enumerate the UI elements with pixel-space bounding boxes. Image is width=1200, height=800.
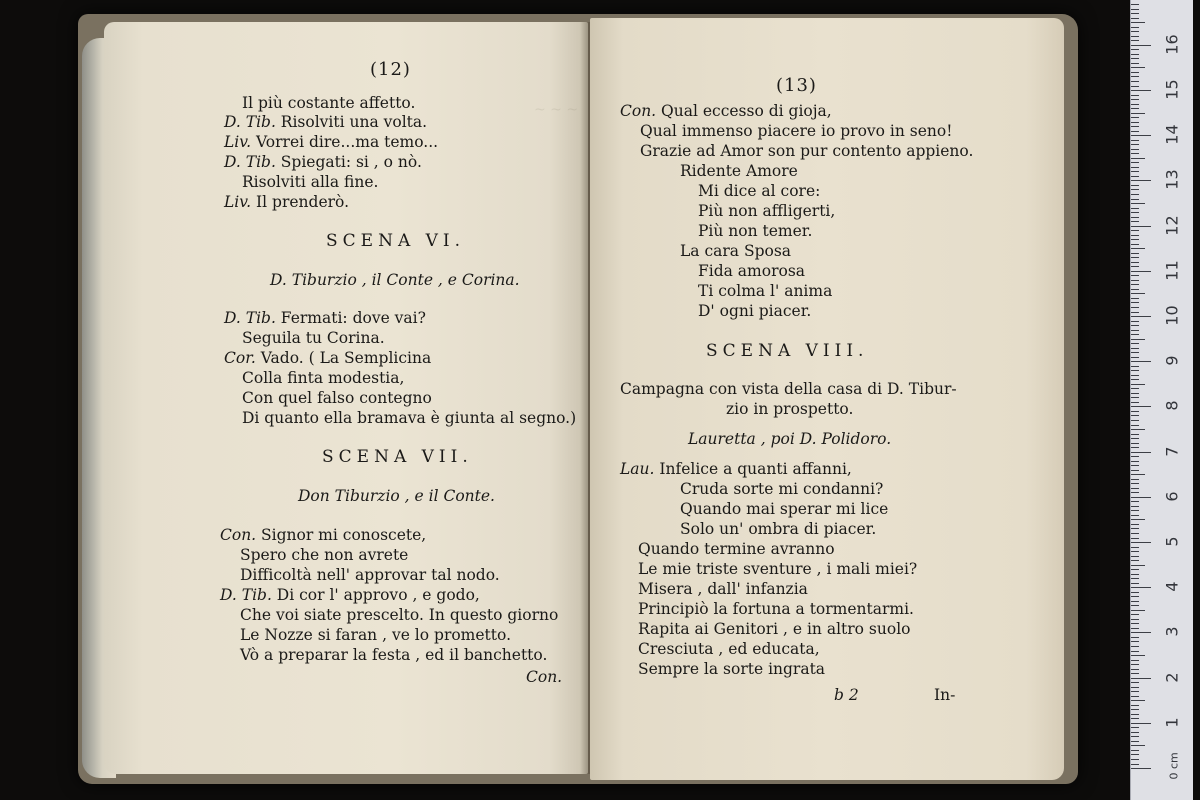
ruler-tick — [1131, 651, 1139, 652]
ruler-tick — [1131, 189, 1139, 190]
ruler-tick — [1131, 366, 1139, 367]
ruler-tick — [1131, 438, 1139, 439]
ruler-tick — [1131, 212, 1139, 213]
ruler-tick — [1131, 664, 1139, 665]
ruler-number: 4 — [1162, 581, 1182, 592]
text-line: Liv. Vorrei dire...ma temo... — [224, 133, 439, 151]
ruler-tick — [1131, 669, 1139, 670]
ruler-tick — [1131, 36, 1139, 37]
scene-heading: SCENA VI. — [326, 231, 466, 251]
ruler-tick — [1131, 393, 1139, 394]
ruler-tick — [1131, 325, 1139, 326]
speaker-label: Liv. — [224, 133, 252, 151]
text-line: Sempre la sorte ingrata — [638, 660, 826, 678]
ruler-tick — [1131, 235, 1139, 236]
ruler-tick — [1131, 655, 1145, 656]
ruler-tick — [1131, 302, 1139, 303]
ruler-tick — [1131, 429, 1145, 430]
text-line: Fida amorosa — [698, 262, 806, 280]
speaker-label: Liv. — [224, 193, 252, 211]
ruler-tick — [1131, 199, 1139, 200]
ruler-tick — [1131, 330, 1139, 331]
ruler-tick — [1131, 660, 1139, 661]
ruler-tick — [1131, 519, 1145, 520]
ruler-tick — [1131, 420, 1139, 421]
ruler-tick — [1131, 321, 1139, 322]
text-line: La cara Sposa — [680, 242, 792, 260]
text-line: D. Tib. Spiegati: si , o nò. — [224, 153, 422, 171]
ruler-tick — [1131, 547, 1139, 548]
ruler-tick — [1131, 578, 1139, 579]
ruler-tick — [1131, 4, 1139, 5]
ruler-tick — [1131, 54, 1139, 55]
ruler-tick — [1131, 113, 1145, 114]
scene-setting: Campagna con vista della casa di D. Tibur- — [620, 380, 957, 398]
ruler-tick — [1131, 221, 1139, 222]
ruler-tick — [1131, 153, 1139, 154]
ruler-tick — [1131, 443, 1139, 444]
ruler-tick — [1131, 447, 1139, 448]
ruler-tick — [1131, 452, 1151, 453]
ruler-tick — [1131, 72, 1139, 73]
ruler-number: 8 — [1162, 400, 1182, 411]
ruler-tick — [1131, 131, 1139, 132]
text-line: Ridente Amore — [680, 162, 798, 180]
ruler-tick — [1131, 623, 1139, 624]
ruler-tick — [1131, 425, 1139, 426]
ruler-tick — [1131, 574, 1139, 575]
ruler-tick — [1131, 239, 1139, 240]
text-line: Di quanto ella bramava è giunta al segno.) — [242, 409, 577, 427]
ruler-tick — [1131, 718, 1139, 719]
ruler-tick — [1131, 375, 1139, 376]
ruler-tick — [1131, 81, 1139, 82]
ruler-tick — [1131, 565, 1145, 566]
ruler-tick — [1131, 646, 1139, 647]
ruler-tick — [1131, 510, 1139, 511]
measurement-ruler — [1130, 0, 1193, 800]
ruler-tick — [1131, 641, 1139, 642]
right-page — [590, 18, 1064, 780]
ruler-tick — [1131, 140, 1139, 141]
ruler-tick — [1131, 208, 1139, 209]
text-line: Cor. Vado. ( La Semplicina — [224, 349, 432, 367]
ruler-tick — [1131, 601, 1139, 602]
ruler-tick — [1131, 126, 1139, 127]
speaker-label: D. Tib. — [224, 309, 276, 327]
ruler-tick — [1131, 343, 1139, 344]
ruler-tick — [1131, 9, 1139, 10]
text-line: Il più costante affetto. — [242, 94, 416, 112]
text-line: Quando termine avranno — [638, 540, 835, 558]
ruler-tick — [1131, 185, 1139, 186]
ruler-tick — [1131, 551, 1139, 552]
ruler-tick — [1131, 379, 1139, 380]
ruler-tick — [1131, 538, 1139, 539]
bleed-through: ~ ~ ~ — [534, 102, 579, 118]
text-line: Le Nozze si faran , ve lo prometto. — [240, 626, 512, 644]
ruler-tick — [1131, 501, 1139, 502]
text-line: Lau. Infelice a quanti affanni, — [620, 460, 852, 478]
ruler-tick — [1131, 592, 1139, 593]
ruler-tick — [1131, 732, 1139, 733]
ruler-tick — [1131, 76, 1139, 77]
ruler-tick — [1131, 709, 1139, 710]
ruler-tick — [1131, 610, 1145, 611]
ruler-tick — [1131, 316, 1151, 317]
ruler-number: 12 — [1162, 214, 1182, 236]
ruler-tick — [1131, 542, 1151, 543]
ruler-tick — [1131, 745, 1145, 746]
ruler-tick — [1131, 67, 1145, 68]
text-line: Difficoltà nell' approvar tal nodo. — [240, 566, 500, 584]
text-line: Solo un' ombra di piacer. — [680, 520, 877, 538]
scene-characters: D. Tiburzio , il Conte , e Corina. — [270, 271, 520, 289]
ruler-tick — [1131, 230, 1139, 231]
ruler-tick — [1131, 27, 1139, 28]
ruler-number: 2 — [1162, 672, 1182, 683]
ruler-tick — [1131, 104, 1139, 105]
ruler-tick — [1131, 40, 1139, 41]
text-line: Principiò la fortuna a tormentarmi. — [638, 600, 914, 618]
text-line: Qual immenso piacere io provo in seno! — [640, 122, 953, 140]
ruler-tick — [1131, 176, 1139, 177]
text-line: Cruda sorte mi condanni? — [680, 480, 884, 498]
ruler-tick — [1131, 736, 1139, 737]
ruler-tick — [1131, 723, 1151, 724]
ruler-tick — [1131, 90, 1151, 91]
ruler-tick — [1131, 280, 1139, 281]
text-line: Cresciuta , ed educata, — [638, 640, 820, 658]
ruler-tick — [1131, 289, 1139, 290]
text-line: Quando mai sperar mi lice — [680, 500, 889, 518]
ruler-number: 5 — [1162, 536, 1182, 547]
ruler-tick — [1131, 474, 1145, 475]
ruler-tick — [1131, 556, 1139, 557]
ruler-tick — [1131, 158, 1145, 159]
ruler-tick — [1131, 348, 1139, 349]
ruler-tick — [1131, 58, 1139, 59]
speaker-label: D. Tib. — [224, 153, 276, 171]
scene-characters: Don Tiburzio , e il Conte. — [298, 487, 495, 505]
ruler-tick — [1131, 339, 1145, 340]
ruler-tick — [1131, 248, 1145, 249]
ruler-tick — [1131, 614, 1139, 615]
ruler-tick — [1131, 312, 1139, 313]
text-line: Più non affligerti, — [698, 202, 836, 220]
ruler-tick — [1131, 397, 1139, 398]
ruler-tick — [1131, 587, 1151, 588]
page-number: (13) — [776, 75, 817, 96]
ruler-tick — [1131, 705, 1139, 706]
ruler-number: 14 — [1162, 124, 1182, 145]
ruler-tick — [1131, 357, 1139, 358]
ruler-tick — [1131, 687, 1139, 688]
ruler-tick — [1131, 275, 1139, 276]
ruler-tick — [1131, 13, 1139, 14]
text-line: Liv. Il prenderò. — [224, 193, 350, 211]
ruler-tick — [1131, 370, 1139, 371]
speaker-label: D. Tib. — [220, 586, 272, 604]
text-line: Le mie triste sventure , i mali miei? — [638, 560, 918, 578]
ruler-tick — [1131, 768, 1151, 769]
ruler-tick — [1131, 569, 1139, 570]
scene-characters: Lauretta , poi D. Polidoro. — [688, 430, 892, 448]
ruler-tick — [1131, 741, 1139, 742]
ruler-tick — [1131, 334, 1139, 335]
ruler-number: 11 — [1162, 260, 1182, 281]
ruler-tick — [1131, 284, 1139, 285]
ruler-tick — [1131, 596, 1139, 597]
ruler-tick — [1131, 764, 1139, 765]
ruler-tick — [1131, 456, 1139, 457]
text-line: Ti colma l' anima — [698, 282, 833, 300]
ruler-number: 7 — [1162, 446, 1182, 457]
ruler-tick — [1131, 682, 1139, 683]
ruler-tick — [1131, 18, 1139, 19]
ruler-tick — [1131, 122, 1139, 123]
ruler-tick — [1131, 415, 1139, 416]
text-line: Con. Signor mi conoscete, — [220, 526, 427, 544]
text-line: D. Tib. Fermati: dove vai? — [224, 309, 426, 327]
ruler-tick — [1131, 293, 1145, 294]
ruler-tick — [1131, 406, 1151, 407]
text-line: Mi dice al core: — [698, 182, 821, 200]
text-line: Più non temer. — [698, 222, 813, 240]
ruler-number: 13 — [1162, 169, 1182, 191]
ruler-tick — [1131, 637, 1139, 638]
text-line: Grazie ad Amor son pur contento appieno. — [640, 142, 974, 160]
ruler-tick — [1131, 678, 1151, 679]
text-line: D. Tib. Risolviti una volta. — [224, 113, 428, 131]
ruler-tick — [1131, 750, 1139, 751]
ruler-tick — [1131, 560, 1139, 561]
text-line: Vò a preparar la festa , ed il banchetto. — [240, 646, 548, 664]
ruler-tick — [1131, 271, 1151, 272]
ruler-tick — [1131, 497, 1151, 498]
ruler-tick — [1131, 384, 1145, 385]
text-line: Misera , dall' infanzia — [638, 580, 808, 598]
text-line: Con. Qual eccesso di gioja, — [620, 102, 832, 120]
ruler-tick — [1131, 483, 1139, 484]
ruler-tick — [1131, 461, 1139, 462]
ruler-unit-label: 0 cm — [1167, 752, 1181, 780]
ruler-tick — [1131, 714, 1139, 715]
ruler-tick — [1131, 149, 1139, 150]
ruler-tick — [1131, 217, 1139, 218]
speaker-label: Cor. — [224, 349, 256, 367]
ruler-tick — [1131, 605, 1139, 606]
ruler-tick — [1131, 352, 1139, 353]
ruler-tick — [1131, 727, 1139, 728]
ruler-tick — [1131, 307, 1139, 308]
scene-setting: zio in prospetto. — [726, 400, 854, 418]
ruler-tick — [1131, 402, 1139, 403]
ruler-tick — [1131, 465, 1139, 466]
ruler-number: 10 — [1162, 305, 1182, 326]
ruler-tick — [1131, 759, 1139, 760]
scene-heading: SCENA VIII. — [706, 341, 869, 361]
ruler-tick — [1131, 117, 1139, 118]
ruler-tick — [1131, 479, 1139, 480]
ruler-tick — [1131, 619, 1139, 620]
text-line: Rapita ai Genitori , e in altro suolo — [638, 620, 911, 638]
ruler-tick — [1131, 22, 1145, 23]
speaker-label: Con. — [620, 102, 657, 120]
ruler-tick — [1131, 524, 1139, 525]
signature-mark: b 2 — [834, 686, 859, 704]
ruler-tick — [1131, 203, 1145, 204]
ruler-tick — [1131, 63, 1139, 64]
ruler-tick — [1131, 515, 1139, 516]
ruler-tick — [1131, 632, 1151, 633]
ruler-tick — [1131, 470, 1139, 471]
ruler-tick — [1131, 86, 1139, 87]
ruler-tick — [1131, 673, 1139, 674]
text-line: Seguila tu Corina. — [242, 329, 385, 347]
text-line: D. Tib. Di cor l' approvo , e godo, — [220, 586, 480, 604]
ruler-tick — [1131, 488, 1139, 489]
ruler-tick — [1131, 411, 1139, 412]
ruler-tick — [1131, 492, 1139, 493]
text-line: Con quel falso contegno — [242, 389, 432, 407]
text-line: D' ogni piacer. — [698, 302, 812, 320]
text-line: Che voi siate prescelto. In questo giorno — [240, 606, 559, 624]
ruler-tick — [1131, 583, 1139, 584]
ruler-tick — [1131, 99, 1139, 100]
ruler-tick — [1131, 388, 1139, 389]
ruler-tick — [1131, 45, 1151, 46]
scene-heading: SCENA VII. — [322, 447, 473, 467]
ruler-tick — [1131, 135, 1151, 136]
speaker-label: Lau. — [620, 460, 655, 478]
ruler-tick — [1131, 144, 1139, 145]
ruler-tick — [1131, 194, 1139, 195]
ruler-tick — [1131, 628, 1139, 629]
ruler-number: 6 — [1162, 491, 1182, 502]
ruler-tick — [1131, 226, 1151, 227]
catchword: Con. — [526, 668, 563, 686]
ruler-tick — [1131, 244, 1139, 245]
ruler-tick — [1131, 167, 1139, 168]
ruler-number: 1 — [1162, 717, 1182, 728]
left-page — [104, 22, 588, 774]
ruler-tick — [1131, 180, 1151, 181]
ruler-tick — [1131, 266, 1139, 267]
ruler-number: 15 — [1162, 79, 1182, 100]
ruler-tick — [1131, 171, 1139, 172]
ruler-tick — [1131, 257, 1139, 258]
ruler-tick — [1131, 361, 1151, 362]
ruler-tick — [1131, 528, 1139, 529]
ruler-tick — [1131, 533, 1139, 534]
ruler-tick — [1131, 691, 1139, 692]
text-line: Risolviti alla fine. — [242, 173, 379, 191]
text-line: Colla finta modestia, — [242, 369, 405, 387]
ruler-number: 16 — [1162, 34, 1182, 55]
ruler-tick — [1131, 434, 1139, 435]
page-number: (12) — [370, 59, 411, 80]
ruler-tick — [1131, 262, 1139, 263]
ruler-tick — [1131, 108, 1139, 109]
ruler-number: 9 — [1162, 355, 1182, 366]
ruler-tick — [1131, 298, 1139, 299]
ruler-tick — [1131, 95, 1139, 96]
text-line: Spero che non avrete — [240, 546, 409, 564]
ruler-tick — [1131, 506, 1139, 507]
ruler-tick — [1131, 31, 1139, 32]
ruler-tick — [1131, 700, 1145, 701]
speaker-label: D. Tib. — [224, 113, 276, 131]
ruler-tick — [1131, 754, 1139, 755]
catchword: In- — [934, 686, 956, 704]
ruler-tick — [1131, 253, 1139, 254]
ruler-tick — [1131, 49, 1139, 50]
ruler-tick — [1131, 162, 1139, 163]
ruler-tick — [1131, 696, 1139, 697]
ruler-number: 3 — [1162, 626, 1182, 637]
speaker-label: Con. — [220, 526, 257, 544]
